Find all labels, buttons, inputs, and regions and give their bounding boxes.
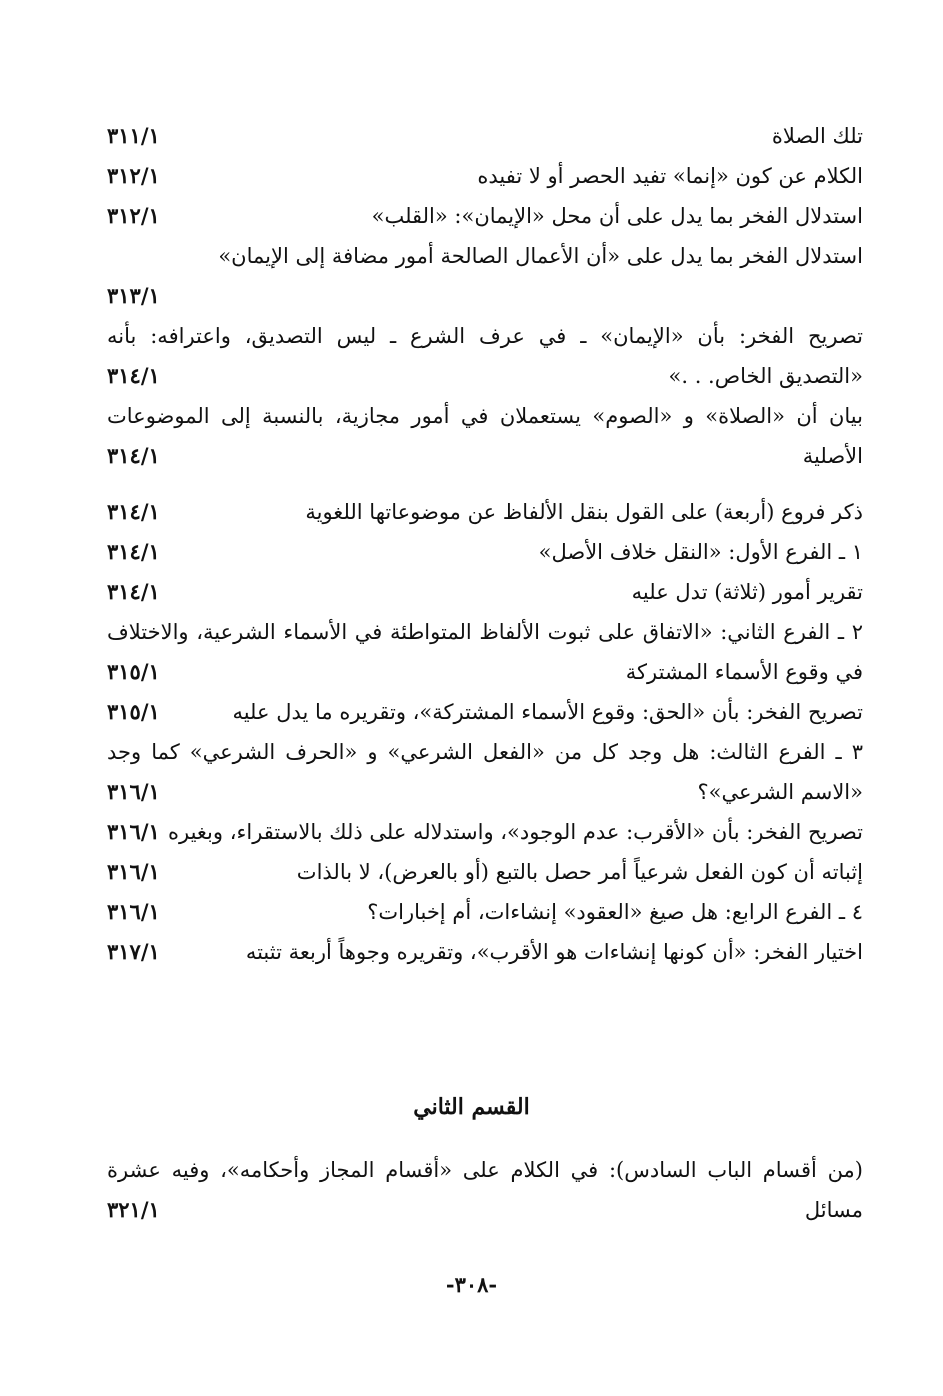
toc-entry-text: ٣ ـ الفرع الثالث: هل وجد كل من «الفعل الشرعي» و «الحرف الشرعي» كما وجد «الاسم الشرعي»؟ (107, 740, 863, 804)
toc-entry-ref: ٣١١/١ (107, 123, 160, 148)
toc-entry (107, 316, 863, 396)
toc-entry-ref: ٣١٦/١ (107, 859, 160, 884)
table-of-contents (107, 116, 863, 972)
toc-entry-ref: ٣٢١/١ (107, 1197, 160, 1222)
toc-entry-text: تصريح الفخر: بأن «الأقرب: عدم الوجود»، واستدلاله على ذلك بالاستقراء، وبغيره (168, 820, 863, 844)
toc-entry-text: ٤ ـ الفرع الرابع: هل صيغ «العقود» إنشاءات، أم إخبارات؟ (367, 900, 863, 924)
toc-entry-ref: ٣١٦/١ (107, 819, 160, 844)
toc-entry (107, 156, 863, 196)
toc-entry-ref: ٣١٥/١ (107, 659, 160, 684)
toc-entry (107, 116, 863, 156)
toc-entry (107, 852, 863, 892)
toc-entry-text: تلك الصلاة (771, 124, 863, 148)
page-number: -٣٠٨- (445, 1272, 498, 1297)
toc-entry-ref: ٣١٤/١ (107, 499, 160, 524)
toc-entry (107, 812, 863, 852)
toc-entry-text: (من أقسام الباب السادس): في الكلام على «أقسام المجاز وأحكامه»، وفيه عشرة مسائل (107, 1158, 863, 1222)
toc-entry (107, 612, 863, 692)
toc-entry-ref: ٣١٦/١ (107, 779, 160, 804)
toc-entry-text: تقرير أمور (ثلاثة) تدل عليه (631, 580, 863, 604)
toc-entry-text: إثباته أن كون الفعل شرعياً أمر حصل بالتبع (أو بالعرض)، لا بالذات (296, 860, 863, 884)
toc-entry (107, 396, 863, 476)
toc-entry-ref: ٣١٣/١ (107, 283, 160, 308)
toc-entry-ref: ٣١٤/١ (107, 539, 160, 564)
toc-entry-ref: ٣١٧/١ (107, 939, 160, 964)
toc-entry (107, 492, 863, 532)
toc-entry-text: ١ ـ الفرع الأول: «النقل خلاف الأصل» (538, 540, 863, 564)
toc-entry (107, 236, 863, 316)
toc-entry-ref: ٣١٢/١ (107, 163, 160, 188)
toc-entry-ref: ٣١٤/١ (107, 443, 160, 468)
toc-entry (107, 572, 863, 612)
toc-entry (107, 1150, 863, 1230)
toc-entry-text: ٢ ـ الفرع الثاني: «الاتفاق على ثبوت الألفاظ المتواطئة في الأسماء الشرعية، والاختلاف في وقوع الأسماء المشتركة (107, 620, 863, 684)
section-heading: القسم الثاني (413, 1094, 530, 1120)
toc-entry-ref: ٣١٥/١ (107, 699, 160, 724)
toc-entry-ref: ٣١٢/١ (107, 203, 160, 228)
toc-entry (107, 196, 863, 236)
toc-entry (107, 892, 863, 932)
toc-entry-ref: ٣١٤/١ (107, 363, 160, 388)
toc-entry (107, 532, 863, 572)
toc-entry (107, 692, 863, 732)
toc-entry-text: الكلام عن كون «إنما» تفيد الحصر أو لا تفيده (477, 164, 863, 188)
toc-entry (107, 932, 863, 972)
toc-entry-ref: ٣١٤/١ (107, 579, 160, 604)
toc-entry-text: استدلال الفخر بما يدل على أن محل «الإيمان»: «القلب» (371, 204, 863, 228)
table-of-contents-part-two (107, 1150, 863, 1230)
toc-entry-text: اختيار الفخر: «أن كونها إنشاءات هو الأقرب»، وتقريره وجوهاً أربعة تثبته (245, 940, 863, 964)
toc-entry-text: تصريح الفخر: بأن «الإيمان» ـ في عرف الشرع ـ ليس التصديق، واعترافه: بأنه «التصديق الخاص. . .» (107, 324, 863, 388)
toc-entry-text: ذكر فروع (أربعة) على القول بنقل الألفاظ عن موضوعاتها اللغوية (305, 500, 863, 524)
toc-entry-text: بيان أن «الصلاة» و «الصوم» يستعملان في أمور مجازية، بالنسبة إلى الموضوعات الأصلية (107, 404, 863, 468)
toc-entry-ref: ٣١٦/١ (107, 899, 160, 924)
toc-entry-text: تصريح الفخر: بأن «الحق: وقوع الأسماء المشتركة»، وتقريره ما يدل عليه (232, 700, 863, 724)
toc-entry (107, 732, 863, 812)
toc-entry-text: استدلال الفخر بما يدل على «أن الأعمال الصالحة أمور مضافة إلى الإيمان» (218, 244, 863, 268)
